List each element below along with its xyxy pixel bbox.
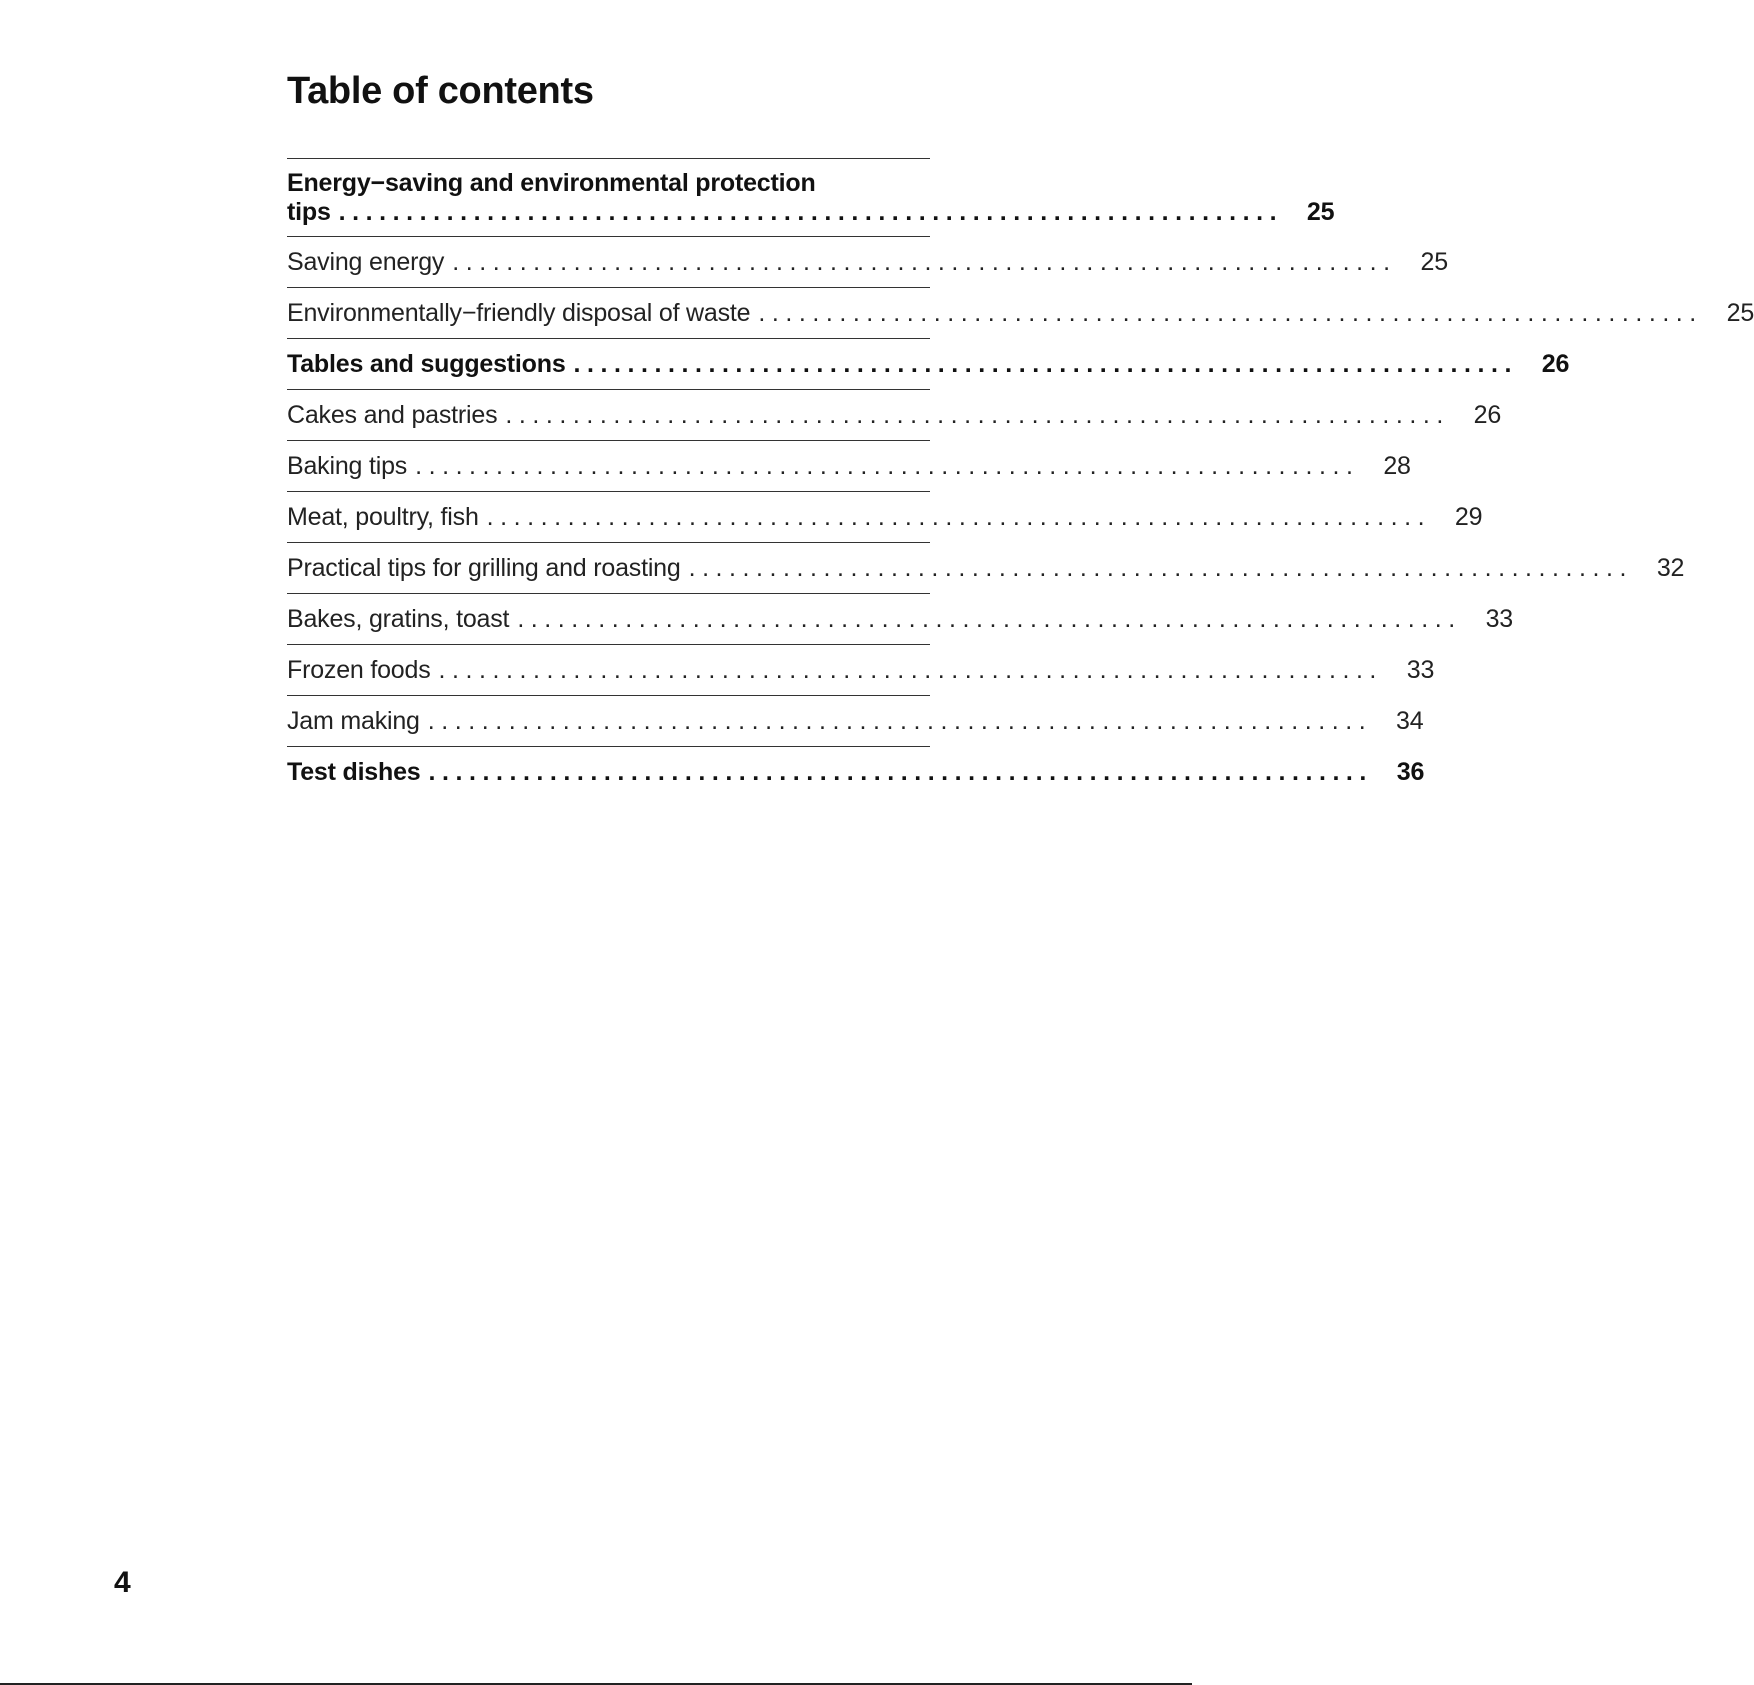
toc-entry-page: 25 <box>1306 198 1335 226</box>
toc-entry[interactable] <box>287 594 1513 645</box>
dot-leader: . . . . . . . . . . . . . . . . . . . . . . . . . . . . . . . . . . . . . . . . . . . . . . . . . . . . . . . . . . . . . . . . . . . . . . <box>486 503 1425 531</box>
toc-entry-label: Cakes and pastries <box>287 401 498 429</box>
dot-leader: . . . . . . . . . . . . . . . . . . . . . . . . . . . . . . . . . . . . . . . . . . . . . . . . . . . . . . . . . . . . . . . . . . . . . . <box>338 198 1277 226</box>
dot-leader: . . . . . . . . . . . . . . . . . . . . . . . . . . . . . . . . . . . . . . . . . . . . . . . . . . . . . . . . . . . . . . . . . . . . . . <box>452 248 1390 276</box>
toc-entry-label-line1: Energy−saving and environmental protection <box>287 169 816 197</box>
toc-entry-page: 32 <box>1656 554 1685 582</box>
toc-entry[interactable] <box>287 390 1502 441</box>
toc-entry-label: Bakes, gratins, toast <box>287 605 510 633</box>
table-of-contents <box>287 158 1754 797</box>
toc-entry[interactable] <box>287 492 1483 543</box>
toc-entry-page: 28 <box>1383 452 1411 480</box>
toc-entry-label: Saving energy <box>287 248 445 276</box>
dot-leader: . . . . . . . . . . . . . . . . . . . . . . . . . . . . . . . . . . . . . . . . . . . . . . . . . . . . . . . . . . . . . . . . . . . . . . <box>573 350 1512 378</box>
toc-entry-page: 25 <box>1420 248 1448 276</box>
toc-entry-label: Frozen foods <box>287 656 431 684</box>
toc-entry[interactable] <box>287 645 1435 696</box>
toc-entry-page: 26 <box>1473 401 1502 429</box>
dot-leader: . . . . . . . . . . . . . . . . . . . . . . . . . . . . . . . . . . . . . . . . . . . . . . . . . . . . . . . . . . . . . . . . . . . . . . <box>505 401 1444 429</box>
toc-entry-label: Test dishes <box>287 758 421 786</box>
toc-entry-page: 34 <box>1396 707 1424 735</box>
toc-entry-label: Tables and suggestions <box>287 350 566 378</box>
toc-entry-page: 25 <box>1726 299 1754 327</box>
toc-entry-page: 33 <box>1485 605 1513 633</box>
toc-entry-label: Baking tips <box>287 452 408 480</box>
toc-entry[interactable] <box>287 288 1754 339</box>
toc-entry-page: 36 <box>1396 758 1425 786</box>
toc-entry-label: Practical tips for grilling and roasting <box>287 554 681 582</box>
dot-leader: . . . . . . . . . . . . . . . . . . . . . . . . . . . . . . . . . . . . . . . . . . . . . . . . . . . . . . . . . . . . . . . . . . . . . . <box>517 605 1455 633</box>
dot-leader: . . . . . . . . . . . . . . . . . . . . . . . . . . . . . . . . . . . . . . . . . . . . . . . . . . . . . . . . . . . . . . . . . . . . . . <box>428 758 1367 786</box>
dot-leader: . . . . . . . . . . . . . . . . . . . . . . . . . . . . . . . . . . . . . . . . . . . . . . . . . . . . . . . . . . . . . . . . . . . . . . <box>438 656 1377 684</box>
toc-entry-page: 33 <box>1406 656 1435 684</box>
page-number: 4 <box>114 1566 131 1599</box>
dot-leader: . . . . . . . . . . . . . . . . . . . . . . . . . . . . . . . . . . . . . . . . . . . . . . . . . . . . . . . . . . . . . . . . . . . . . . <box>758 299 1697 327</box>
toc-entry[interactable] <box>287 441 1411 492</box>
toc-entry-page: 26 <box>1541 350 1570 378</box>
dot-leader: . . . . . . . . . . . . . . . . . . . . . . . . . . . . . . . . . . . . . . . . . . . . . . . . . . . . . . . . . . . . . . . . . . . . . . <box>688 554 1627 582</box>
toc-entry[interactable] <box>287 543 1685 594</box>
toc-entry-label: tips <box>287 198 331 226</box>
toc-entry[interactable] <box>287 696 1424 747</box>
toc-entry-label: Environmentally−friendly disposal of waste <box>287 299 751 327</box>
page-title: Table of contents <box>287 70 594 112</box>
toc-entry-label: Jam making <box>287 707 420 735</box>
toc-entry-page: 29 <box>1454 503 1483 531</box>
toc-entry[interactable] <box>287 339 1570 390</box>
toc-entry[interactable] <box>287 747 1425 797</box>
dot-leader: . . . . . . . . . . . . . . . . . . . . . . . . . . . . . . . . . . . . . . . . . . . . . . . . . . . . . . . . . . . . . . . . . . . . . . <box>415 452 1353 480</box>
toc-entry-label: Meat, poultry, fish <box>287 503 479 531</box>
toc-entry[interactable] <box>287 159 1335 237</box>
dot-leader: . . . . . . . . . . . . . . . . . . . . . . . . . . . . . . . . . . . . . . . . . . . . . . . . . . . . . . . . . . . . . . . . . . . . . . <box>427 707 1366 735</box>
toc-entry[interactable] <box>287 237 1448 288</box>
